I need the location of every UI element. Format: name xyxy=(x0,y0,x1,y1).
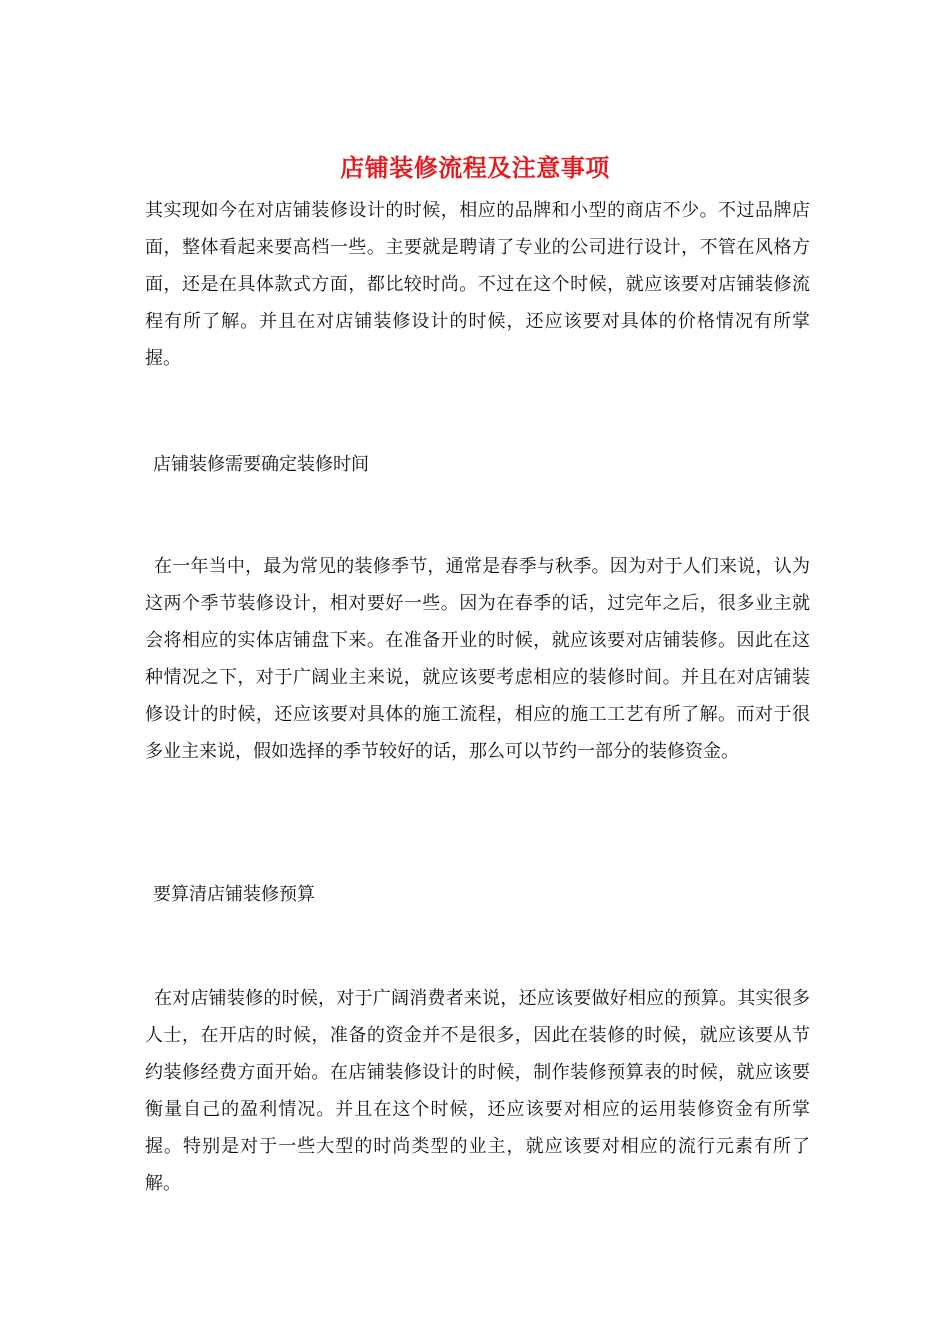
intro-paragraph: 其实现如今在对店铺装修设计的时候，相应的品牌和小型的商店不少。不过品牌店面，整体看起来要高档一些。主要就是聘请了专业的公司进行设计，不管在风格方面，还是在具体款式方面，都比较时尚。不过在这个时候，就应该要对店铺装修流程有所了解。并且在对店铺装修设计的时候，还应该要对具体的价格情况有所掌握。 xyxy=(145,200,810,369)
section-heading-decoration-time: 店铺装修需要确定装修时间 xyxy=(153,454,369,475)
section-body-budget: 在对店铺装修的时候，对于广阔消费者来说，还应该要做好相应的预算。其实很多人士，在开店的时候，准备的资金并不是很多，因此在装修的时候，就应该要从节约装修经费方面开始。在店铺装修设计的时候，制作装修预算表的时候，就应该要衡量自己的盈利情况。并且在这个时候，还应该要对相应的运用装修资金有所掌握。特别是对于一些大型的时尚类型的业主，就应该要对相应的流行元素有所了解。 xyxy=(145,988,810,1194)
document-title: 店铺装修流程及注意事项 xyxy=(340,153,610,182)
section-heading-budget: 要算清店铺装修预算 xyxy=(153,884,315,905)
section-body-decoration-time: 在一年当中，最为常见的装修季节，通常是春季与秋季。因为对于人们来说，认为这两个季节装修设计，相对要好一些。因为在春季的话，过完年之后，很多业主就会将相应的实体店铺盘下来。在准备开业的时候，就应该要对店铺装修。因此在这种情况之下，对于广阔业主来说，就应该要考虑相应的装修时间。并且在对店铺装修设计的时候，还应该要对具体的施工流程，相应的施工工艺有所了解。而对于很多业主来说，假如选择的季节较好的话，那么可以节约一部分的装修资金。 xyxy=(145,556,810,762)
